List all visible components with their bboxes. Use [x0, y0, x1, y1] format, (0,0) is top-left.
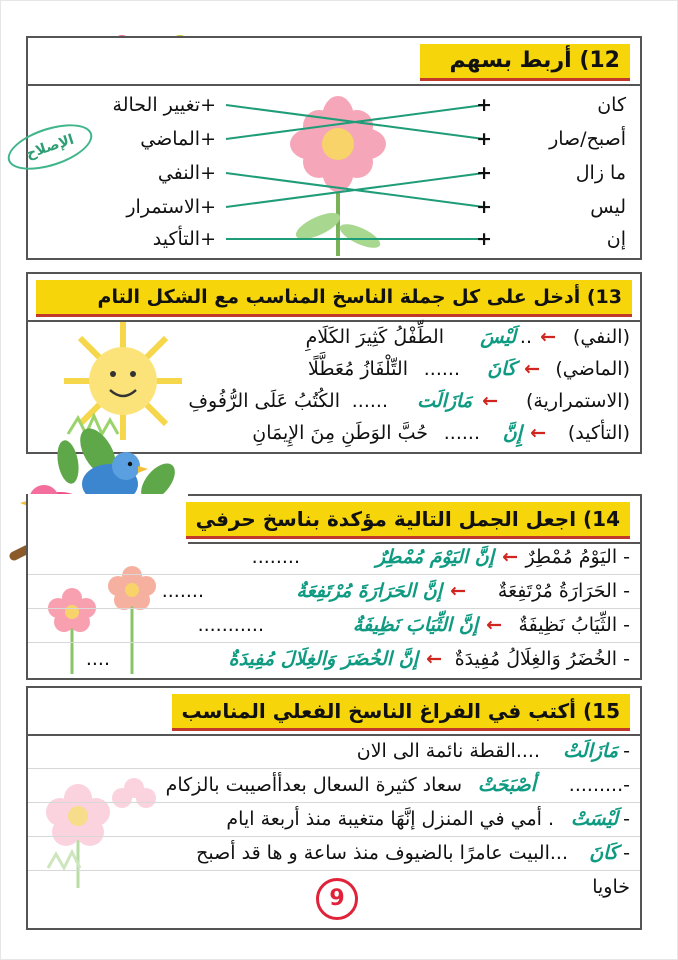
exercise-13-title: 13) أدخل على كل جملة الناسخ المناسب مع الشكل التام	[36, 280, 632, 317]
match-row	[28, 190, 640, 224]
match-item-left: ليس	[590, 196, 626, 218]
row-label: (التأكيد)	[567, 422, 630, 444]
red-arrow-icon: ←	[530, 422, 546, 444]
exercise-14	[26, 494, 642, 680]
plus-marker: +	[476, 228, 492, 250]
sentence-text: ....القطة نائمة الى الان	[356, 740, 540, 762]
sentence-text: الكُتُبُ عَلَى الرُّفُوفِ	[188, 390, 340, 412]
fill-row	[28, 802, 640, 837]
match-item-right: +تغيير الحالة	[112, 94, 216, 116]
answer-text: إنَّ اليَوْمَ مُمْطِرٌ	[375, 546, 494, 568]
sentence-row	[28, 608, 640, 643]
match-row	[28, 156, 640, 190]
exercise-15-title: 15) أكتب في الفراغ الناسخ الفعلي المناسب	[172, 694, 631, 731]
match-row	[28, 88, 640, 122]
answer-text: لَيْسَ	[480, 326, 516, 348]
dots: ......	[351, 390, 388, 412]
match-item-left: ما زال	[575, 162, 626, 184]
exercise-14-title: 14) اجعل الجمل التالية مؤكدة بناسخ حرفي	[186, 502, 630, 539]
match-item-right: +التأكيد	[152, 228, 216, 250]
match-item-left: كان	[597, 94, 626, 116]
dots: ........	[251, 546, 300, 568]
dots: ...........	[197, 614, 264, 636]
answer-text: إنَّ الخُضَرَ وَالغِلَالَ مُفِيدَةٌ	[228, 648, 418, 670]
answer-text: إنَّ الثِّيَابَ نَظِيفَةٌ	[352, 614, 478, 636]
answer-text: إِنَّ	[502, 422, 522, 444]
fill-row	[28, 734, 640, 769]
dash: -	[623, 808, 630, 830]
red-arrow-icon: ←	[540, 326, 556, 348]
match-item-right: +الماضي	[140, 128, 216, 150]
sentence-row	[28, 642, 640, 676]
row-label: (الماضي)	[555, 358, 630, 380]
dash: -.........	[568, 774, 630, 796]
fill-row	[28, 320, 640, 354]
row-label: (النفي)	[572, 326, 630, 348]
exercise-12	[26, 36, 642, 260]
sentence-row	[28, 574, 640, 609]
match-row	[28, 122, 640, 156]
exercise-14-header	[188, 494, 640, 544]
match-item-right: +الاستمرار	[126, 196, 216, 218]
dash: -	[623, 740, 630, 762]
sentence-text: - الحَرَارَةُ مُرْتَفِعَةٌ	[497, 580, 630, 602]
dots: ......	[423, 358, 460, 380]
plus-marker: +	[476, 94, 492, 116]
plus-marker: +	[476, 196, 492, 218]
sentence-text: - اليَوْمُ مُمْطِرٌ	[525, 546, 630, 568]
fill-row	[28, 352, 640, 386]
red-arrow-icon: ←	[502, 546, 518, 568]
red-arrow-icon: ←	[426, 648, 442, 670]
fill-row	[28, 768, 640, 803]
answer-text: كَانَ	[487, 358, 516, 380]
plus-marker: +	[476, 162, 492, 184]
match-item-right: +النفي	[157, 162, 216, 184]
fill-row	[28, 384, 640, 418]
exercise-12-header	[28, 38, 640, 86]
plus-marker: +	[476, 128, 492, 150]
sentence-row	[28, 540, 640, 575]
dots: ..	[519, 326, 532, 348]
dots: ....	[85, 648, 110, 670]
row-label: (الاستمرارية)	[526, 390, 630, 412]
sentence-text: حُبَّ الوَطَنِ مِنَ الإِيمَانِ	[252, 422, 428, 444]
page-number: 9	[316, 878, 358, 920]
exercise-15-header	[28, 688, 640, 736]
red-arrow-icon: ←	[524, 358, 540, 380]
red-arrow-icon: ←	[486, 614, 502, 636]
sentence-text: ...البيت عامرًا بالضيوف منذ ساعة و ها قد أصبح	[196, 842, 568, 864]
answer-text: أصْبَحَتْ	[477, 774, 536, 796]
fill-row	[28, 836, 640, 871]
match-item-left: أصبح/صار	[549, 128, 626, 150]
match-item-left: إن	[606, 228, 626, 250]
exercise-12-title: 12) أربط بسهم	[420, 44, 630, 81]
sentence-text: خاويا	[592, 876, 630, 898]
sentence-text: - الخُضَرُ وَالغِلَالُ مُفِيدَةٌ	[454, 648, 630, 670]
answer-text: لَيْسَتْ	[570, 808, 618, 830]
answer-text: مَازَالَتْ	[563, 740, 618, 762]
dots: ......	[443, 422, 480, 444]
red-arrow-icon: ←	[482, 390, 498, 412]
match-row	[28, 222, 640, 256]
correction-stamp: الإصلاح	[2, 115, 97, 178]
dash: -	[623, 842, 630, 864]
sentence-text: الطِّفْلُ كَثِيرَ الكَلَامِ	[305, 326, 444, 348]
answer-text: مَازَالَت	[417, 390, 472, 412]
sentence-text: - الثِّيَابُ نَظِيفَةٌ	[518, 614, 630, 636]
dots: .......	[161, 580, 204, 602]
red-arrow-icon: ←	[450, 580, 466, 602]
sentence-text: سعاد كثيرة السعال بعدأأصيبت بالزكام	[165, 774, 462, 796]
answer-text: كَانَ	[589, 842, 618, 864]
sentence-text: التِّلْفَازُ مُعَطَّلًا	[308, 358, 408, 380]
sentence-text: . أمي في المنزل إنَّهَا متغيبة منذ أربعة ايام	[226, 808, 554, 830]
exercise-13-header	[28, 274, 640, 322]
answer-text: إنَّ الحَرَارَةَ مُرْتَفِعَةٌ	[296, 580, 442, 602]
